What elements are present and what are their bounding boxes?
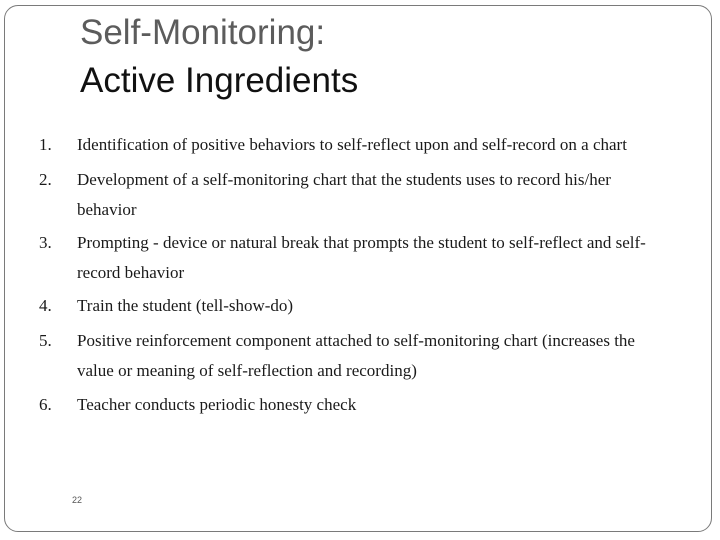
list-item-text: Prompting - device or natural break that prompts the student to self-reflect and self-record behavior bbox=[77, 233, 646, 282]
list-item-text: Train the student (tell-show-do) bbox=[77, 296, 294, 315]
list-item-text: Positive reinforcement component attached to self-monitoring chart (increases the value or meaning of self-reflection and recording) bbox=[77, 331, 635, 380]
list-item-number: 3. bbox=[39, 233, 52, 252]
list-item-number: 5. bbox=[39, 331, 52, 350]
list-item-text: Development of a self-monitoring chart that the students uses to record his/her behavior bbox=[77, 170, 611, 219]
page-number: 22 bbox=[72, 495, 83, 505]
list-item-number: 4. bbox=[39, 296, 52, 315]
slide-title-line2: Active Ingredients bbox=[80, 61, 359, 100]
list-item-number: 6. bbox=[39, 395, 52, 414]
list-item-text: Teacher conducts periodic honesty check bbox=[77, 395, 357, 414]
list-item-number: 1. bbox=[39, 135, 52, 154]
list-item-text: Identification of positive behaviors to self-reflect upon and self-record on a chart bbox=[77, 135, 627, 154]
list-item-number: 2. bbox=[39, 170, 52, 189]
slide-title-line1: Self-Monitoring: bbox=[80, 13, 326, 52]
